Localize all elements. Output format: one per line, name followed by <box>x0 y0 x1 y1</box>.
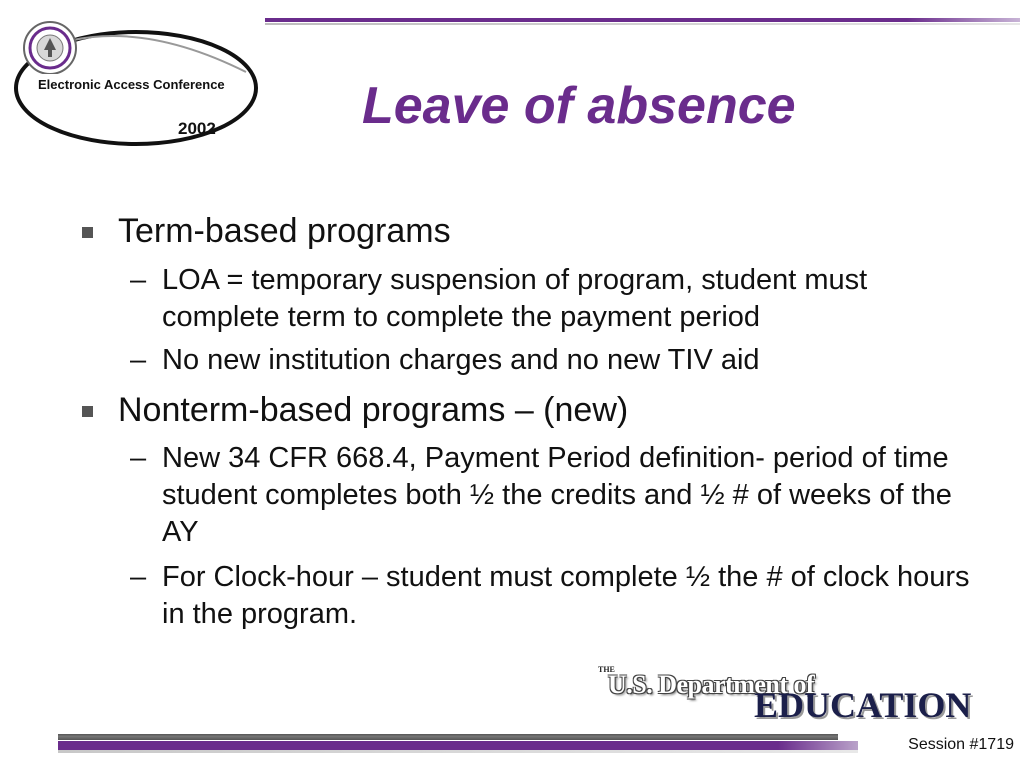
top-divider-shadow <box>265 23 1020 25</box>
conference-name: Electronic Access Conference <box>38 77 225 92</box>
conference-year: 2002 <box>178 119 216 138</box>
dash-bullet: – <box>130 561 147 593</box>
conference-logo-graphic <box>6 12 266 158</box>
ed-logo-department: U.S. Department of <box>608 670 815 699</box>
bottom-divider <box>58 734 838 740</box>
dash-bullet: – <box>130 344 147 376</box>
bottom-divider-shadow <box>58 750 858 753</box>
sub-bullet-text: LOA = temporary suspension of program, student must complete term to complete the payment period <box>162 264 868 333</box>
bottom-divider-accent <box>58 741 858 750</box>
dash-bullet: – <box>130 442 147 474</box>
slide-title: Leave of absence <box>362 77 796 135</box>
ed-logo-education: EDUCATION <box>754 685 972 725</box>
sub-bullet-text: For Clock-hour – student must complete ½ the # of clock hours in the program. <box>162 561 970 630</box>
department-of-education-logo <box>592 662 1002 724</box>
dash-bullet: – <box>130 264 147 296</box>
conference-logo <box>6 12 266 158</box>
session-number: Session #1719 <box>908 736 1014 753</box>
square-bullet-icon <box>82 406 93 417</box>
sub-bullet-text: New 34 CFR 668.4, Payment Period definition- period of time student completes both ½ the credits and ½ # of weeks of the AY <box>162 442 952 548</box>
top-divider <box>265 18 1020 22</box>
bullet-text: Term-based programs <box>118 212 451 250</box>
bullet-text: Nonterm-based programs – (new) <box>118 391 629 429</box>
square-bullet-icon <box>82 227 93 238</box>
ed-logo-the: THE <box>598 665 615 674</box>
sub-bullet-text: No new institution charges and no new TIV aid <box>162 344 760 376</box>
seal-icon <box>24 22 76 74</box>
